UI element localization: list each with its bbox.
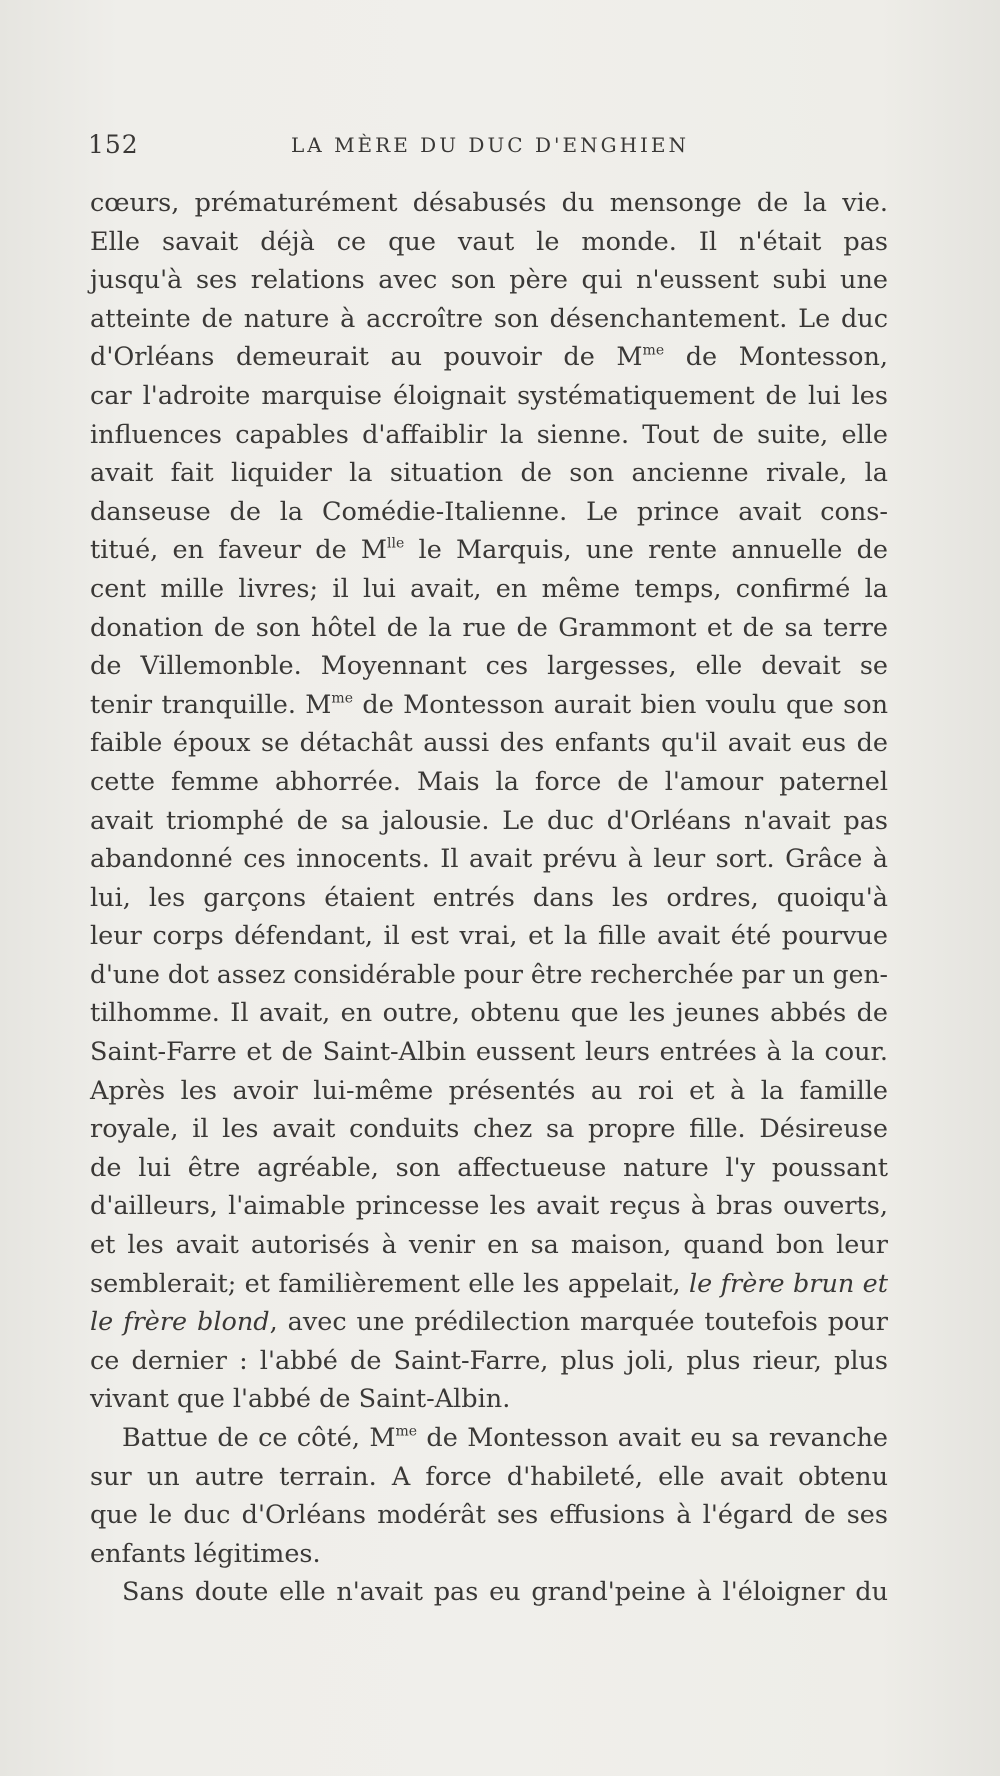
text-segment: Sans doute elle n'avait pas eu grand'peine à l'éloigner du [122,1577,888,1608]
text-segment: influences capables d'affaiblir la sienne. Tout de suite, elle [90,419,888,450]
text-segment: tilhomme. Il avait, en outre, obtenu que les jeunes abbés de [90,998,888,1029]
text-line [90,1265,888,1304]
text-segment: et les avait autorisés à venir en sa maison, quand bon leur [90,1230,888,1261]
text-line [90,1419,888,1458]
text-segment: titué, en faveur de M [90,535,388,566]
text-segment: de Montesson aurait bien voulu que son [353,689,889,720]
superscript-abbrev: lle [387,535,405,552]
text-line [90,1496,888,1535]
text-segment: atteinte de nature à accroître son désenchantement. Le duc [90,303,888,334]
text-line [90,1380,888,1419]
text-line [90,840,888,879]
text-segment: Saint-Farre et de Saint-Albin eussent leurs entrées à la cour. [90,1037,888,1068]
text-line [90,724,888,763]
text-segment: leur corps défendant, il est vrai, et la fille avait été pourvue [90,921,888,952]
text-line [90,917,888,956]
text-line [90,879,888,918]
text-segment: d'ailleurs, l'aimable princesse les avait reçus à bras ouverts, [90,1191,888,1222]
text-line [90,956,888,995]
text-segment: lui, les garçons étaient entrés dans les ordres, quoiqu'à [90,882,888,913]
text-line [90,184,888,223]
italic-text: le frère blond [90,1307,270,1338]
text-line [90,377,888,416]
text-line [90,493,888,532]
text-line [90,1342,888,1381]
text-line [90,570,888,609]
text-line [90,338,888,377]
text-line [90,1033,888,1072]
text-segment: enfants légitimes. [90,1538,321,1569]
text-segment: cent mille livres; il lui avait, en même temps, confirmé la [90,573,888,604]
text-line [90,686,888,725]
text-segment: Après les avoir lui-même présentés au roi et à la famille [90,1075,888,1106]
text-line [90,1535,888,1574]
text-segment: car l'adroite marquise éloignait systématiquement de lui les [90,380,888,411]
text-line [90,1072,888,1111]
text-line [90,647,888,686]
text-segment: , avec une prédilection marquée toutefois pour [269,1307,888,1338]
text-segment: royale, il les avait conduits chez sa propre fille. Désireuse [90,1114,888,1145]
text-segment: vivant que l'abbé de Saint-Albin. [90,1384,511,1415]
text-segment: Elle savait déjà ce que vaut le monde. Il n'était pas [90,226,888,257]
text-segment: le Marquis, une rente annuelle de [404,535,888,566]
text-line [90,531,888,570]
text-segment: ce dernier : l'abbé de Saint-Farre, plus joli, plus rieur, plus [90,1345,888,1376]
text-segment: avait fait liquider la situation de son ancienne rivale, la [90,458,888,489]
text-line [90,763,888,802]
italic-text: le frère brun et [689,1268,888,1299]
text-segment: donation de son hôtel de la rue de Grammont et de sa terre [90,612,888,643]
text-line [90,1303,888,1342]
text-line [90,1149,888,1188]
text-line [90,802,888,841]
superscript-abbrev: me [395,1423,418,1440]
text-segment: abandonné ces innocents. Il avait prévu à leur sort. Grâce à [90,844,888,875]
text-line [90,454,888,493]
text-line [90,1573,888,1612]
text-line [90,261,888,300]
text-line [90,1110,888,1149]
page-number: 152 [88,130,139,159]
text-line [90,1226,888,1265]
text-segment: d'une dot assez considérable pour être recherchée par un gen- [90,959,888,989]
running-title: LA MÈRE DU DUC D'ENGHIEN [290,133,690,157]
text-segment: semblerait; et familièrement elle les appelait, [90,1268,689,1299]
running-head [88,130,892,162]
text-segment: faible époux se détachât aussi des enfants qu'il avait eus de [90,728,888,759]
text-line [90,609,888,648]
text-segment: tenir tranquille. M [90,689,332,720]
text-segment: de lui être agréable, son affectueuse nature l'y poussant [90,1152,888,1183]
text-line [90,1187,888,1226]
text-segment: sur un autre terrain. A force d'habileté, elle avait obtenu [90,1461,888,1492]
text-line [90,223,888,262]
text-segment: de Montesson, [664,342,888,373]
text-segment: d'Orléans demeurait au pouvoir de M [90,342,643,373]
superscript-abbrev: me [642,342,665,359]
body-text [90,184,888,1612]
superscript-abbrev: me [331,690,354,707]
text-segment: jusqu'à ses relations avec son père qui n'eussent subi une [90,265,888,296]
text-segment: avait triomphé de sa jalousie. Le duc d'Orléans n'avait pas [90,805,888,836]
text-line [90,994,888,1033]
text-line [90,416,888,455]
text-segment: que le duc d'Orléans modérât ses effusions à l'égard de ses [90,1500,888,1531]
text-segment: danseuse de la Comédie-Italienne. Le prince avait cons- [90,496,888,527]
text-line [90,300,888,339]
text-segment: Battue de ce côté, M [122,1423,396,1453]
text-segment: de Villemonble. Moyennant ces largesses, elle devait se [90,651,888,682]
text-segment: cette femme abhorrée. Mais la force de l'amour paternel [90,766,888,797]
text-segment: de Montesson avait eu sa revanche [417,1423,888,1453]
text-segment: cœurs, prématurément désabusés du mensonge de la vie. [90,188,888,218]
text-line [90,1458,888,1497]
